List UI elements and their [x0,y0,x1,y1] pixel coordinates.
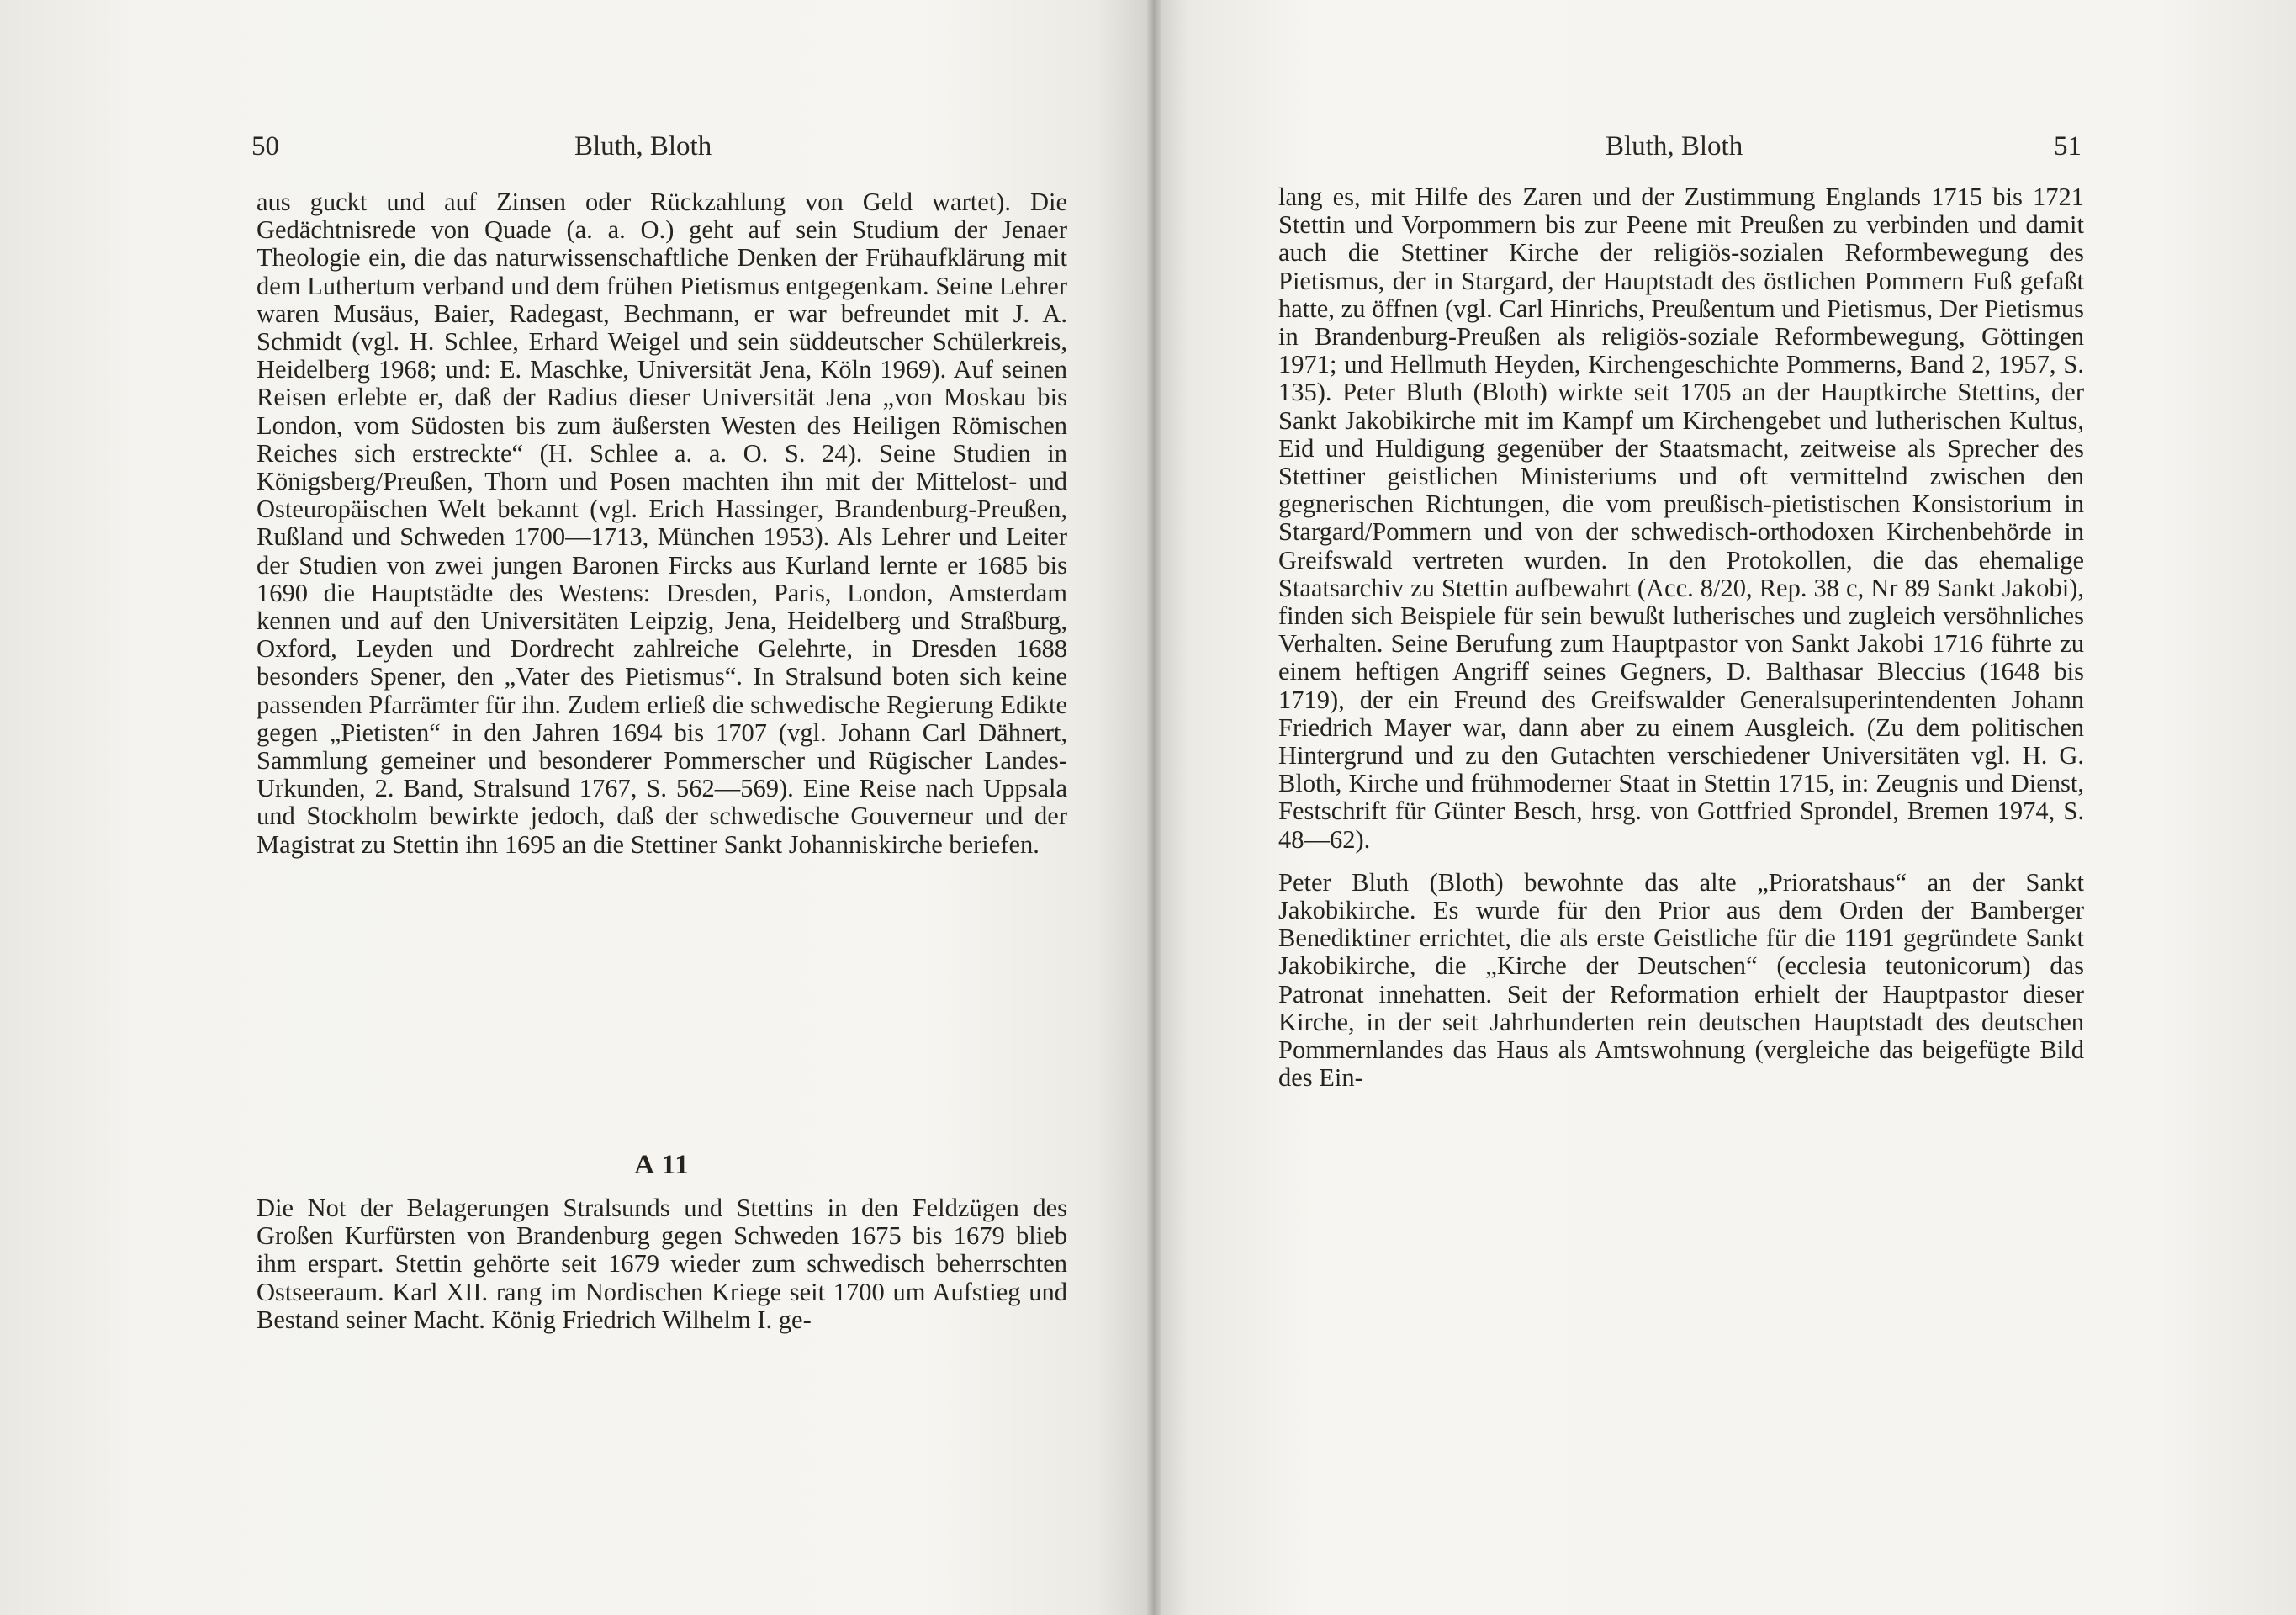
right-paragraph-1: lang es, mit Hilfe des Zaren und der Zustimmung Englands 1715 bis 1721 Stettin und Vorpommern bis zur Peene mit Preußen zu verbinden und damit auch die Stettiner Kirche der religiös-sozialen Reformbewegung des Pietismus, der in Stargard, der Hauptstadt des östlichen Pommern Fuß gefaßt hatte, zu öffnen (vgl. Carl Hinrichs, Preußentum und Pietismus, Der Pietismus in Brandenburg-Preußen als religiös-soziale Reformbewegung, Göttingen 1971; und Hellmuth Heyden, Kirchengeschichte Pommerns, Band 2, 1957, S. 135). Peter Bluth (Bloth) wirkte seit 1705 an der Hauptkirche Stettins, der Sankt Jakobikirche mit im Kampf um Kirchengebet und lutherischen Kultus, Eid und Huldigung gegenüber der Staatsmacht, zeitweise als Sprecher des Stettiner geistlichen Ministeriums und oft vermittelnd zwischen den gegnerischen Richtungen, die vom preußisch-pietistischen Konsistorium in Stargard/Pommern und von der schwedisch-orthodoxen Kirchenbehörde in Greifswald vertreten wurden. In den Protokollen, die das ehemalige Staatsarchiv zu Stettin aufbewahrt (Acc. 8/20, Rep. 38 c, Nr 89 Sankt Jakobi), finden sich Beispiele für sein bewußt lutherisches und zugleich versöhnliches Verhalten. Seine Berufung zum Hauptpastor von Sankt Jakobi 1716 führte zu einem heftigen Angriff seines Gegners, D. Balthasar Bleccius (1648 bis 1719), der ein Freund des Greifswalder Generalsuperintendenten Johann Friedrich Mayer war, dann aber zu einem Ausgleich. (Zu dem politischen Hintergrund und zu den Gutachten verschiedener Universitäten vgl. H. G. Bloth, Kirche und frühmoderner Staat in Stettin 1715, in: Zeugnis und Dienst, Festschrift für Günter Besch, hrsg. von Gottfried Sprondel, Bremen 1974, S. 48—62). [1278,183,2084,854]
right-body-text [1278,183,2084,1093]
left-paragraph-1: aus guckt und auf Zinsen oder Rückzahlung von Geld wartet). Die Gedächtnisrede von Quade (a. a. O.) geht auf sein Studium der Jenaer Theologie ein, die das naturwissenschaftliche Denken der Frühaufklärung mit dem Luthertum verband und dem frühen Pietismus entgegenkam. Seine Lehrer waren Musäus, Baier, Radegast, Bechmann, er war befreundet mit J. A. Schmidt (vgl. H. Schlee, Erhard Weigel und sein süddeutscher Schülerkreis, Heidelberg 1968; und: E. Maschke, Universität Jena, Köln 1969). Auf seinen Reisen erlebte er, daß der Radius dieser Universität Jena „von Moskau bis London, vom Südosten bis zum äußersten Westen des Heiligen Römischen Reiches sich erstreckte“ (H. Schlee a. a. O. S. 24). Seine Studien in Königsberg/Preußen, Thorn und Posen machten ihn mit der Mittelost- und Osteuropäischen Welt bekannt (vgl. Erich Hassinger, Brandenburg-Preußen, Rußland und Schweden 1700—1713, München 1953). Als Lehrer und Leiter der Studien von zwei jungen Baronen Fircks aus Kurland lernte er 1685 bis 1690 die Hauptstädte des Westens: Dresden, Paris, London, Amsterdam kennen und auf den Universitäten Leipzig, Jena, Heidelberg und Straßburg, Oxford, Leyden und Dordrecht zahlreiche Gelehrte, in Dresden 1688 besonders Spener, den „Vater des Pietismus“. In Stralsund boten sich keine passenden Pfarrämter für ihn. Zudem erließ die schwedische Regierung Edikte gegen „Pietisten“ in den Jahren 1694 bis 1707 (vgl. Johann Carl Dähnert, Sammlung gemeiner und besonderer Pommerscher und Rügischer Landes-Urkunden, 2. Band, Stralsund 1767, S. 562—569). Eine Reise nach Uppsala und Stockholm bewirkte jedoch, daß der schwedische Gouverneur und der Magistrat zu Stettin ihn 1695 an die Stettiner Sankt Johanniskirche beriefen. [257,188,1067,859]
left-paragraph-2: Die Not der Belagerungen Stralsunds und Stettins in den Feldzügen des Großen Kurfürsten von Brandenburg gegen Schweden 1675 bis 1679 blieb ihm erspart. Stettin gehörte seit 1679 wieder zum schwedisch beherrschten Ostseeraum. Karl XII. rang im Nordischen Kriege seit 1700 um Aufstieg und Bestand seiner Macht. König Friedrich Wilhelm I. ge- [257,1194,1067,1334]
running-head-left: Bluth, Bloth [574,131,712,162]
page-number-left: 50 [251,131,279,162]
paragraph-gap [1278,854,2084,869]
left-body-text-2 [257,1194,1067,1334]
left-body-text [257,188,1067,859]
right-paragraph-2: Peter Bluth (Bloth) bewohnte das alte „Prioratshaus“ an der Sankt Jakobikirche. Es wurde für den Prior aus dem Orden der Bamberger Benediktiner errichtet, die als erste Geistliche für die 1191 gegründete Sankt Jakobikirche, die „Kirche der Deutschen“ (ecclesia teutonicorum) das Patronat innehatten. Seit der Reformation erhielt der Hauptpastor dieser Kirche, in der seit Jahrhunderten rein deutschen Hauptstadt des deutschen Pommernlandes das Haus als Amtswohnung (vergleiche das beigefügte Bild des Ein- [1278,867,2084,1093]
running-head-right: Bluth, Bloth [1606,131,1743,162]
book-gutter [1147,0,1161,1615]
section-heading: A 11 [634,1150,690,1180]
page-number-right: 51 [2054,131,2082,162]
